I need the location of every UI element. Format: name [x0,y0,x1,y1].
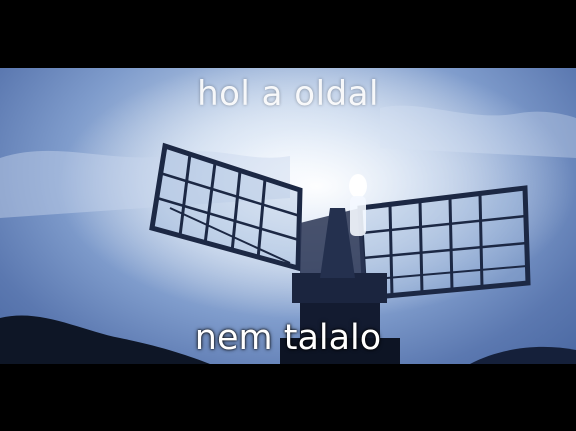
bottom-caption: nem talalo [194,318,382,358]
top-caption: hol a oldal [197,74,379,114]
bright-figure [349,174,367,236]
